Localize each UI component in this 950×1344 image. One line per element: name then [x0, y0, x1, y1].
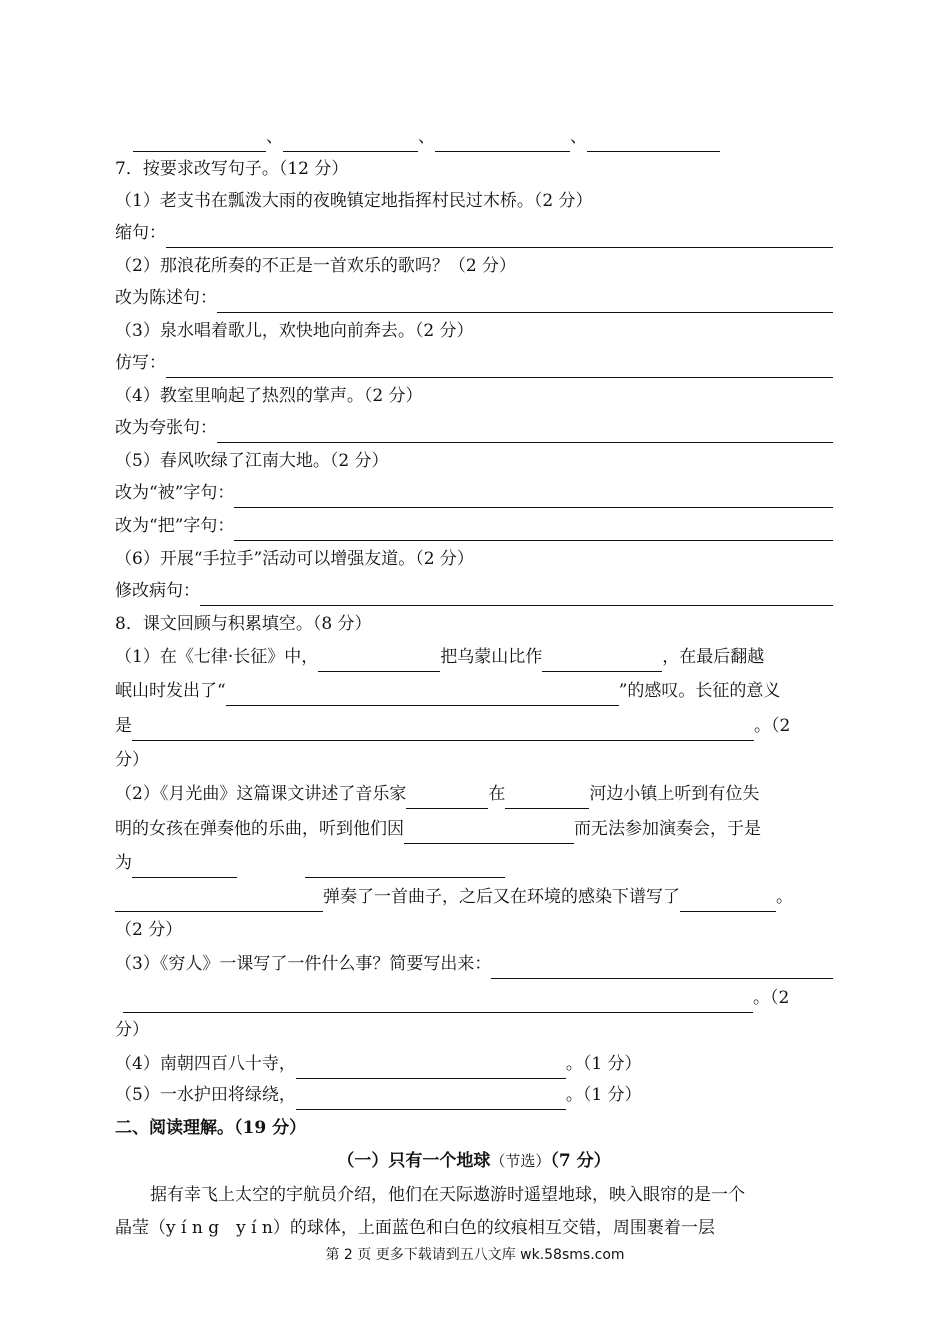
q8-p2-line4 [115, 882, 833, 912]
answer-blank[interactable] [234, 520, 833, 541]
q7-item-2-prompt: （2）那浪花所奏的不正是一首欢乐的歌吗？（2 分） [115, 256, 517, 276]
answer-blank[interactable] [132, 857, 237, 878]
reading-paragraph-line1: 据有幸飞上太空的宇航员介绍，他们在天际遨游时遥望地球，映入眼帘的是一个 [150, 1185, 745, 1205]
answer-blank[interactable] [505, 788, 589, 809]
text: 为 [115, 853, 132, 873]
q8-p5 [115, 1080, 833, 1110]
answer-blank[interactable] [296, 1058, 566, 1079]
q7-item-5-answer-bei [115, 478, 833, 508]
q6-blanks-row [133, 122, 733, 152]
answer-blank[interactable] [491, 958, 833, 979]
q7-item-5-answer-ba [115, 511, 833, 541]
text: （2）《月光曲》这篇课文讲述了音乐家 [115, 784, 407, 804]
text: 。 [776, 887, 793, 907]
answer-blank[interactable] [318, 651, 440, 672]
q8-p2-line5: （2 分） [115, 920, 183, 940]
answer-blank[interactable] [217, 292, 833, 313]
q8-p3-line2 [123, 983, 833, 1013]
text: （一）只有一个地球 [337, 1151, 491, 1171]
text: 而无法参加演奏会，于是 [574, 819, 761, 839]
q7-item-3-prompt: （3）泉水唱着歌儿，欢快地向前奔去。（2 分） [115, 321, 474, 341]
q7-title: 7．按要求改写句子。（12 分） [115, 159, 349, 179]
answer-blank[interactable] [115, 891, 323, 912]
q7-item-1-prompt: （1）老支书在瓢泼大雨的夜晚镇定地指挥村民过木桥。（2 分） [115, 191, 593, 211]
reading-paragraph-line2: 晶莹（y í n g y í n）的球体，上面蓝色和白色的纹痕相互交错，周围裹着一层 [115, 1218, 715, 1238]
q7-item-4-prompt: （4）教室里响起了热烈的掌声。（2 分） [115, 386, 423, 406]
text: 。（1 分） [565, 1054, 642, 1074]
q8-p4 [115, 1049, 833, 1079]
text: （3）《穷人》一课写了一件什么事？简要写出来： [115, 954, 492, 974]
q8-p1-line2 [115, 676, 833, 706]
text: 。（2 [754, 716, 791, 736]
answer-blank[interactable] [305, 857, 505, 878]
q8-p2-line3 [115, 848, 833, 878]
answer-blank[interactable] [234, 487, 833, 508]
reading-subtitle [115, 1146, 833, 1176]
q8-p1-line4: 分） [115, 750, 149, 770]
text: （5）一水护田将绿绕， [115, 1085, 296, 1105]
text: 是 [115, 716, 132, 736]
q7-item-6-prompt: （6）开展“手拉手”活动可以增强友道。（2 分） [115, 549, 474, 569]
answer-blank[interactable] [435, 131, 570, 152]
answer-blank[interactable] [132, 720, 754, 741]
answer-label: 仿写： [115, 353, 166, 373]
answer-blank[interactable] [283, 131, 418, 152]
text: 。（1 分） [565, 1085, 642, 1105]
answer-label: 修改病句： [115, 581, 200, 601]
q7-item-1-answer [115, 218, 833, 248]
text: 弹奏了一首曲子，之后又在环境的感染下谱写了 [323, 887, 680, 907]
q7-item-4-answer [115, 413, 833, 443]
q7-item-3-answer [115, 348, 833, 378]
separator: 、 [266, 127, 283, 147]
answer-label: 缩句： [115, 223, 166, 243]
q8-p3-line1 [115, 949, 833, 979]
answer-blank[interactable] [406, 788, 488, 809]
text: 岷山时发出了“ [115, 681, 226, 701]
text: 河边小镇上听到有位失 [589, 784, 760, 804]
q8-p1-line3 [115, 711, 833, 741]
q7-item-5-prompt: （5）春风吹绿了江南大地。（2 分） [115, 451, 389, 471]
separator: 、 [418, 127, 435, 147]
answer-blank[interactable] [404, 823, 574, 844]
answer-blank[interactable] [123, 992, 753, 1013]
answer-blank[interactable] [217, 422, 833, 443]
separator: 、 [570, 127, 587, 147]
answer-blank[interactable] [166, 357, 833, 378]
text: （节选） [490, 1152, 551, 1170]
answer-label: 改为“把”字句： [115, 516, 235, 536]
q7-item-2-answer [115, 283, 833, 313]
answer-blank[interactable] [296, 1089, 566, 1110]
answer-label: 改为夸张句： [115, 418, 217, 438]
q8-p2-line1 [115, 779, 833, 809]
q8-p2-line2 [115, 814, 833, 844]
text: ”的感叹。长征的意义 [618, 681, 781, 701]
text: （1）在《七律·长征》中， [115, 647, 319, 667]
answer-blank[interactable] [133, 131, 266, 152]
text: ，在最后翻越 [662, 647, 765, 667]
section2-title: 二、阅读理解。（19 分） [115, 1118, 307, 1138]
answer-label: 改为陈述句： [115, 288, 217, 308]
text: 明的女孩在弹奏他的乐曲，听到他们因 [115, 819, 404, 839]
text: 。（2 [753, 988, 790, 1008]
answer-blank[interactable] [200, 585, 833, 606]
answer-blank[interactable] [166, 227, 833, 248]
text: 把乌蒙山比作 [440, 647, 543, 667]
answer-label: 改为“被”字句： [115, 483, 235, 503]
answer-blank[interactable] [680, 891, 776, 912]
answer-blank[interactable] [587, 131, 720, 152]
q8-title: 8．课文回顾与积累填空。（8 分） [115, 614, 372, 634]
q7-item-6-answer [115, 576, 833, 606]
q8-p3-line3: 分） [115, 1020, 149, 1040]
answer-blank[interactable] [226, 685, 619, 706]
text: 在 [488, 784, 506, 804]
page-footer: 第 2 页 更多下载请到五八文库 wk.58sms.com [325, 1247, 625, 1263]
text: （4）南朝四百八十寺， [115, 1054, 296, 1074]
text: （7 分） [550, 1151, 611, 1171]
answer-blank[interactable] [542, 651, 662, 672]
q8-p1-line1 [115, 642, 833, 672]
